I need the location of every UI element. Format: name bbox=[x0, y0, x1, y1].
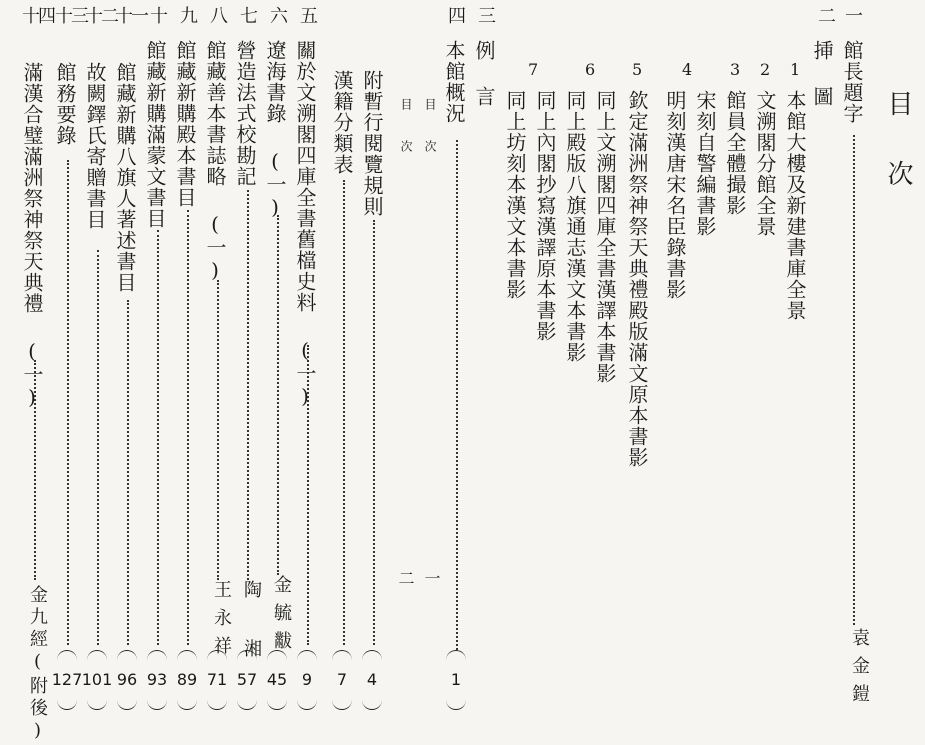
dot-leader bbox=[277, 215, 279, 575]
section-title: 館藏新購滿蒙文書目 bbox=[143, 40, 167, 229]
section-title: 館藏新購八旗人著述書目 bbox=[113, 62, 137, 293]
section-title: 滿漢合璧滿洲祭神祭天典禮 (一) bbox=[20, 62, 44, 410]
dot-leader bbox=[127, 300, 129, 645]
margin-label: 次 bbox=[423, 140, 437, 152]
page-number: 89 bbox=[173, 650, 201, 710]
section-number: 五 bbox=[300, 6, 318, 27]
section-number: 三 bbox=[478, 6, 496, 27]
dot-leader bbox=[307, 345, 309, 645]
page-number: 101 bbox=[83, 650, 111, 710]
figure-title: 同上坊刻本漢文本書影 bbox=[503, 90, 527, 300]
dot-leader bbox=[34, 360, 36, 580]
section-number: 十一 bbox=[115, 6, 147, 27]
author-name: 王永祥 bbox=[211, 580, 232, 664]
section-number: 十三 bbox=[55, 6, 87, 27]
figure-title: 館員全體撮影 bbox=[723, 90, 747, 216]
page-number: 71 bbox=[203, 650, 231, 710]
section-title: 營造法式校勘記 bbox=[233, 40, 257, 187]
section-title: 館務要錄 bbox=[53, 62, 77, 146]
dot-leader bbox=[456, 140, 458, 650]
page-number: 7 bbox=[328, 650, 356, 710]
section-number: 八 bbox=[210, 6, 228, 27]
section-title: 館藏善本書誌略 (一) bbox=[203, 40, 227, 283]
section-title: 館藏新購殿本書目 bbox=[173, 40, 197, 208]
figure-number: 5 bbox=[632, 60, 643, 79]
section-number: 十 bbox=[150, 6, 168, 27]
page-title: 目 次 bbox=[883, 90, 913, 205]
dot-leader bbox=[187, 210, 189, 645]
section-title: 館長題字 bbox=[840, 40, 864, 124]
figure-title: 同上殿版八旗通志漢文本書影 bbox=[563, 90, 587, 363]
dot-leader bbox=[97, 250, 99, 645]
figure-title: 欽定滿洲祭神祭天典禮殿版滿文原本書影 bbox=[625, 90, 649, 468]
page-number: 127 bbox=[53, 650, 81, 710]
section-number: 六 bbox=[270, 6, 288, 27]
section-title: 本館概況 bbox=[442, 40, 466, 124]
margin-page: 二 bbox=[396, 570, 415, 586]
dot-leader bbox=[343, 180, 345, 645]
author-name: 陶 湘 bbox=[241, 580, 262, 667]
section-title: 故闕鐸氏寄贈書目 bbox=[83, 62, 107, 230]
author-name: 金九經(附後) bbox=[27, 585, 48, 745]
margin-label: 目 bbox=[399, 98, 413, 110]
page-number: 1 bbox=[442, 650, 470, 710]
margin-label: 次 bbox=[399, 140, 413, 152]
section-number: 九 bbox=[180, 6, 198, 27]
section-title: 遼海書錄 (一) bbox=[263, 40, 287, 220]
subtable-title: 漢籍分類表 bbox=[330, 70, 354, 175]
figure-number: 4 bbox=[682, 60, 693, 79]
figure-number: 6 bbox=[585, 60, 596, 79]
author-name: 金毓黻 bbox=[271, 575, 292, 659]
page-number: 45 bbox=[263, 650, 291, 710]
section-number: 四 bbox=[448, 6, 466, 27]
page-number: 4 bbox=[358, 650, 386, 710]
figure-title: 宋刻自警編書影 bbox=[693, 90, 717, 237]
page-number: 93 bbox=[143, 650, 171, 710]
dot-leader bbox=[67, 160, 69, 645]
section-number: 十二 bbox=[85, 6, 117, 27]
figure-title: 本館大樓及新建書庫全景 bbox=[783, 90, 807, 321]
dot-leader bbox=[247, 190, 249, 580]
figure-title: 同上文溯閣四庫全書漢譯本書影 bbox=[593, 90, 617, 384]
section-title: 挿 圖 bbox=[810, 40, 834, 107]
margin-label: 目 bbox=[423, 98, 437, 110]
appendix-title: 附暫行閱覽規則 bbox=[360, 70, 384, 217]
dot-leader bbox=[373, 220, 375, 645]
figure-number: 3 bbox=[730, 60, 741, 79]
author-name: 袁金鎧 bbox=[849, 628, 870, 712]
page-number: 96 bbox=[113, 650, 141, 710]
section-title: 例 言 bbox=[472, 40, 496, 107]
section-number: 一 bbox=[845, 6, 863, 27]
dot-leader bbox=[217, 280, 219, 580]
page-number: 9 bbox=[293, 650, 321, 710]
figure-number: 1 bbox=[790, 60, 801, 79]
figure-number: 7 bbox=[528, 60, 539, 79]
page-number: 57 bbox=[233, 650, 261, 710]
figure-title: 明刻漢唐宋名臣錄書影 bbox=[663, 90, 687, 300]
section-number: 二 bbox=[818, 6, 836, 27]
figure-title: 同上內閣抄寫漢譯原本書影 bbox=[533, 90, 557, 342]
margin-page: 一 bbox=[422, 570, 441, 586]
dot-leader bbox=[157, 230, 159, 645]
dot-leader bbox=[853, 135, 855, 625]
figure-title: 文溯閣分館全景 bbox=[753, 90, 777, 237]
section-number: 七 bbox=[240, 6, 258, 27]
figure-number: 2 bbox=[760, 60, 771, 79]
section-title: 關於文溯閣四庫全書舊檔史料 (一) bbox=[293, 40, 317, 409]
section-number: 十四 bbox=[22, 6, 54, 27]
